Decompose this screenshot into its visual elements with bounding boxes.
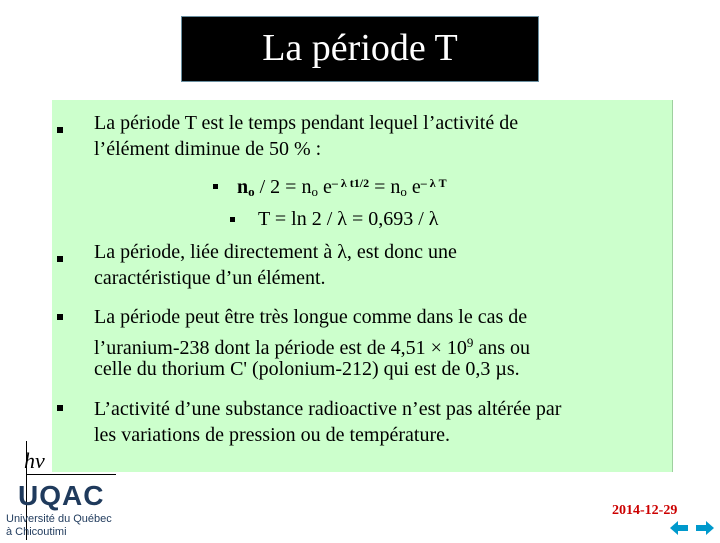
bullet-4-line-1: L’activité d’une substance radioactive n’est pas altérée par <box>94 398 562 420</box>
page-title: La période T <box>262 27 458 69</box>
bullet-square-icon <box>57 405 63 411</box>
eq-sub: o <box>311 184 318 199</box>
bullet-square-icon <box>57 314 63 320</box>
bullet-square-icon <box>230 217 235 222</box>
b3-exponent: 9 <box>466 335 474 350</box>
eq-exponent: – λ T <box>420 176 447 190</box>
bullet-3-line-3: celle du thorium C' (polonium-212) qui est de 0,3 µs. <box>94 358 520 380</box>
eq-part: e <box>406 176 421 198</box>
equation-half-life <box>237 170 447 205</box>
logo-line-2: à Chicoutimi <box>6 526 67 538</box>
eq-sub: o <box>400 184 407 199</box>
eq-exponent: – λ t1/2 <box>331 176 370 190</box>
equation-period: T = ln 2 / λ = 0,693 / λ <box>258 208 439 230</box>
bullet-4-line-2: les variations de pression ou de température. <box>94 424 450 446</box>
divider-line <box>26 474 116 475</box>
nav-arrows-icon[interactable] <box>668 518 716 538</box>
bullet-square-icon <box>57 256 63 262</box>
b3-text: ans ou <box>473 337 531 359</box>
hv-label: hν <box>24 448 45 473</box>
eq-part: = n <box>369 176 401 198</box>
eq-part: e <box>317 176 332 198</box>
b3-text: l’uranium-238 dont la période est de 4,51 × 10 <box>94 337 467 359</box>
logo-uqac: UQAC <box>18 480 105 511</box>
bullet-2-line-1: La période, liée directement à λ, est donc une <box>94 241 457 263</box>
bullet-2-line-2: caractéristique d’un élément. <box>94 267 326 289</box>
eq-n: n <box>237 176 249 198</box>
bullet-square-icon <box>213 184 218 189</box>
eq-part: / 2 = n <box>254 176 312 198</box>
bullet-square-icon <box>57 127 63 133</box>
bullet-3-line-1: La période peut être très longue comme dans le cas de <box>94 306 528 328</box>
content-panel <box>52 100 673 472</box>
title-box <box>181 16 539 82</box>
logo-line-1: Université du Québec <box>6 513 112 525</box>
bullet-1-line-2: l’élément diminue de 50 % : <box>94 138 322 160</box>
bullet-1-line-1: La période T est le temps pendant lequel l’activité de <box>94 112 519 134</box>
eq-sub: o <box>248 184 255 199</box>
slide-date: 2014-12-29 <box>612 503 678 518</box>
